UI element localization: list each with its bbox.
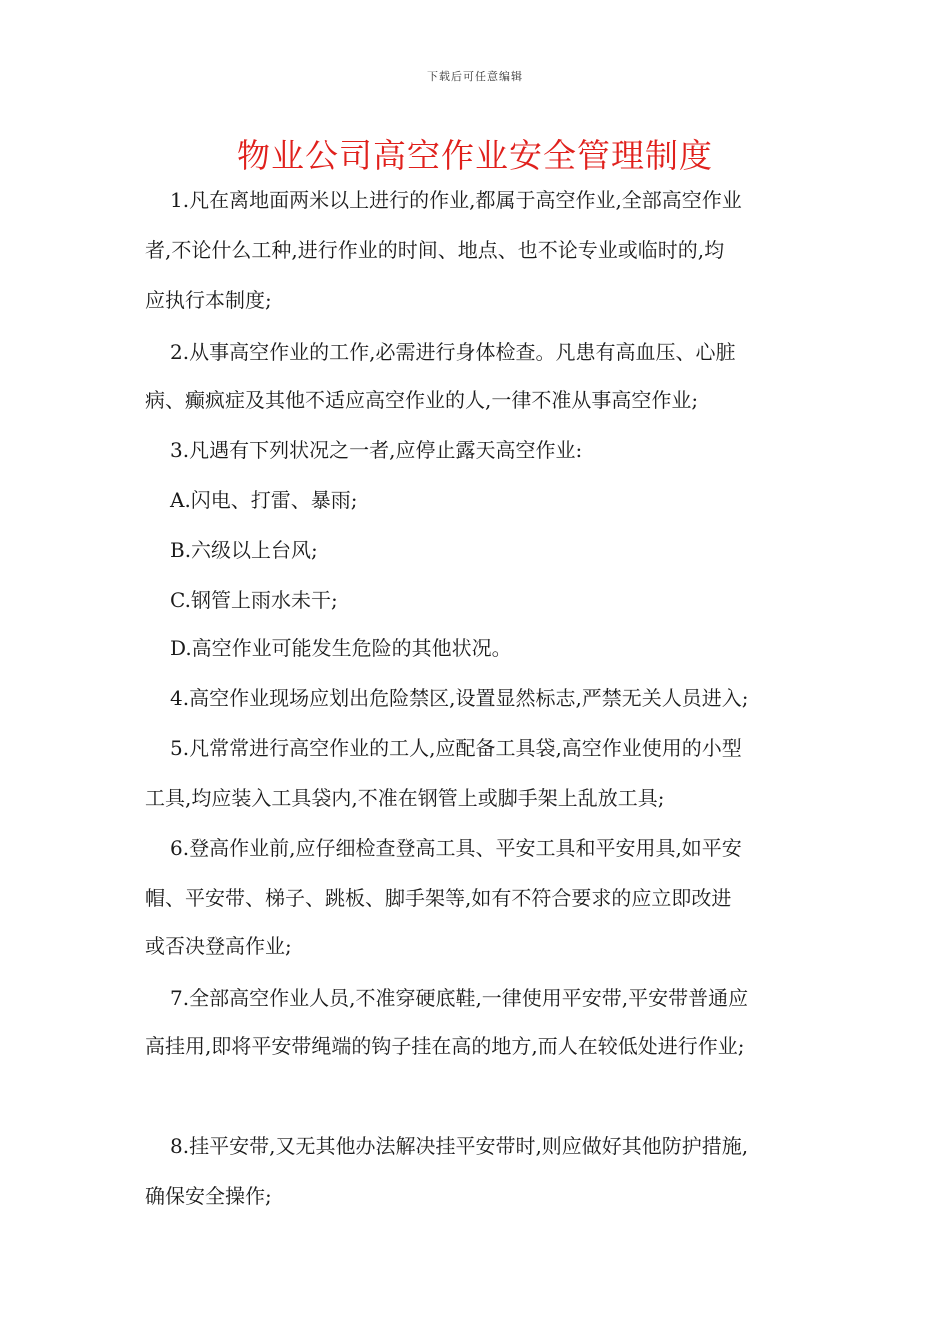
paragraph-line: 2.从事高空作业的工作,必需进行身体检查。凡患有高血压、心脏 [170, 340, 736, 364]
list-item: C.钢管上雨水未干; [170, 588, 338, 612]
paragraph-line: 高挂用,即将平安带绳端的钩子挂在高的地方,而人在较低处进行作业; [145, 1034, 745, 1058]
paragraph-line: 7.全部高空作业人员,不准穿硬底鞋,一律使用平安带,平安带普通应 [170, 986, 749, 1010]
paragraph-line: 者,不论什么工种,进行作业的时间、地点、也不论专业或临时的,均 [145, 238, 725, 262]
paragraph-line: 4.高空作业现场应划出危险禁区,设置显然标志,严禁无关人员进入; [170, 686, 749, 710]
paragraph-line: 帽、平安带、梯子、跳板、脚手架等,如有不符合要求的应立即改进 [145, 886, 732, 910]
paragraph-line: 确保安全操作; [145, 1184, 272, 1208]
paragraph-line: 应执行本制度; [145, 288, 272, 312]
header-note: 下载后可任意编辑 [427, 70, 523, 83]
paragraph-line: 8.挂平安带,又无其他办法解决挂平安带时,则应做好其他防护措施, [170, 1134, 749, 1158]
paragraph-line: 病、癫疯症及其他不适应高空作业的人,一律不准从事高空作业; [145, 388, 699, 412]
paragraph-line: 3.凡遇有下列状况之一者,应停止露天高空作业: [170, 438, 583, 462]
list-item: D.高空作业可能发生危险的其他状况。 [170, 636, 512, 660]
paragraph-line: 1.凡在离地面两米以上进行的作业,都属于高空作业,全部高空作业 [170, 188, 742, 212]
page-title: 物业公司高空作业安全管理制度 [237, 136, 713, 175]
list-item: B.六级以上台风; [170, 538, 318, 562]
paragraph-line: 工具,均应装入工具袋内,不准在钢管上或脚手架上乱放工具; [145, 786, 665, 810]
paragraph-line: 5.凡常常进行高空作业的工人,应配备工具袋,高空作业使用的小型 [170, 736, 742, 760]
list-item: A.闪电、打雷、暴雨; [170, 488, 358, 512]
paragraph-line: 或否决登高作业; [145, 934, 292, 958]
paragraph-line: 6.登高作业前,应仔细检查登高工具、平安工具和平安用具,如平安 [170, 836, 742, 860]
